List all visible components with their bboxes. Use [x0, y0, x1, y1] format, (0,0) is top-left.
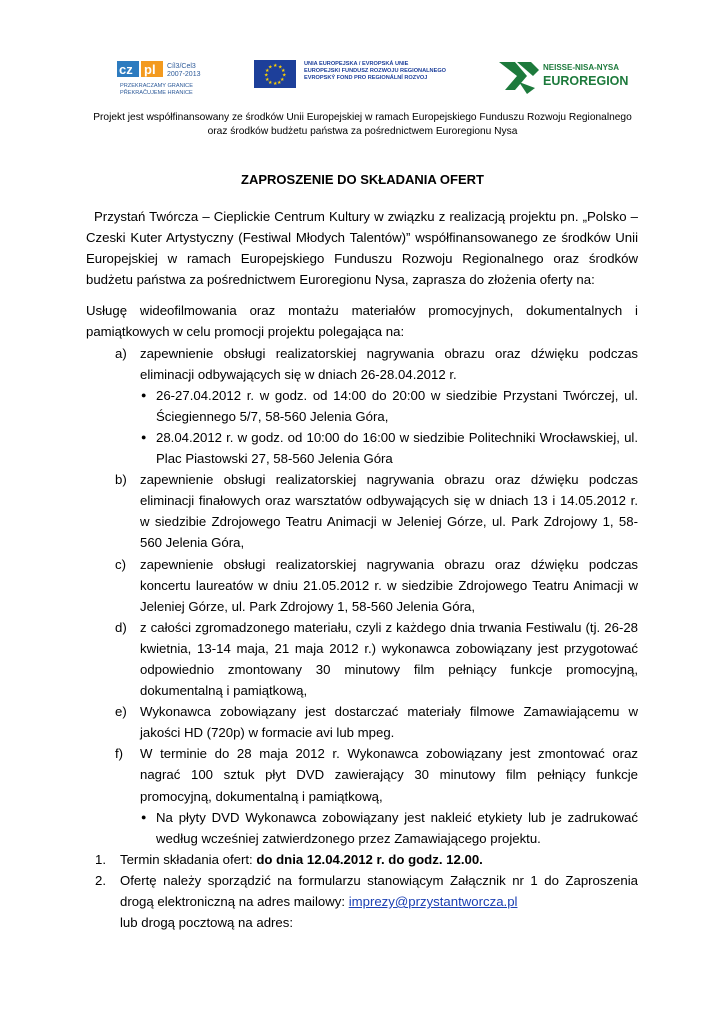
svg-text:★: ★	[265, 68, 270, 74]
cz-tagline-1: PRZEKRACZAMY GRANICE	[120, 83, 193, 89]
number-label: 2.	[95, 872, 106, 888]
eu-flag-icon	[254, 60, 296, 88]
bullet-icon: ●	[141, 811, 147, 822]
bullet-text: 26-27.04.2012 r. w godz. od 14:00 do 20:00 w siedzibie Przystani Twórczej, ul. Ściegiennego 5/7, 58-560 Jelenia Góra,	[156, 387, 638, 424]
eu-line-3: EVROPSKÝ FOND PRO REGIONÁLNÍ ROZVOJ	[304, 74, 428, 81]
svg-text:★: ★	[273, 63, 278, 69]
eu-text	[304, 61, 446, 81]
svg-text:★: ★	[281, 68, 286, 74]
bullet-text: Na płyty DVD Wykonawca zobowiązany jest nakleić etykiety lub je zadrukować według wcześniej zatwierdzonego przez Zamawiającego projektu.	[156, 809, 638, 846]
svg-text:★: ★	[280, 77, 285, 83]
cz-right-2: 2007-2013	[167, 71, 201, 78]
list-item-d	[86, 617, 638, 701]
item-text: zapewnienie obsługi realizatorskiej nagrywania obrazu oraz dźwięku podczas eliminacji odbywających się w dniach 26-28.04.2012 r.	[140, 345, 638, 382]
list-item-e	[86, 701, 638, 743]
funding-note	[0, 111, 725, 139]
deadline-date: do dnia 12.04.2012 r. do godz. 12.00.	[256, 851, 483, 867]
funding-line-2: oraz środków budżetu państwa za pośrednictwem Euroregionu Nysa	[207, 126, 518, 137]
cz-right-1: Cíl3/Cel3	[167, 63, 196, 70]
logo-bar	[0, 52, 725, 104]
svg-text:★: ★	[264, 72, 269, 79]
bullet-icon: ●	[141, 431, 147, 442]
bullet-text: 28.04.2012 r. w godz. od 10:00 do 16:00 w siedzibie Politechniki Wrocławskiej, ul. Plac Piastowski 27, 58-560 Jelenia Góra	[156, 429, 638, 467]
item-text: W terminie do 28 maja 2012 r. Wykonawca zobowiązany jest zmontować oraz nagrać 100 sztuk płyt DVD zawierający 30 minutowy film pełniący funkcje promocyjną, dokumentalną i pamiątkową,	[140, 746, 638, 804]
svg-text:★: ★	[273, 81, 278, 87]
page-title: ZAPROSZENIE DO SKŁADANIA OFERT	[241, 172, 484, 187]
euroregion-logo	[497, 58, 657, 98]
eu-logo	[254, 60, 469, 90]
funding-line-1: Projekt jest współfinansowany ze środków Unii Europejskiej w ramach Europejskiego Funduszu Rozwoju Regionalnego	[93, 112, 632, 123]
nnn-bottom: EUROREGION	[543, 74, 629, 88]
cz-letters: cz	[119, 62, 133, 77]
pl-letters: pl	[144, 62, 156, 77]
numbered-item-2	[86, 870, 638, 933]
list-item-c	[86, 554, 638, 617]
bullet-item	[86, 427, 638, 469]
eu-line-2: EUROPEJSKI FUNDUSZ ROZWOJU REGIONALNEGO	[304, 67, 447, 74]
bullet-item	[86, 807, 638, 849]
service-paragraph: Usługę wideofilmowania oraz montażu materiałów promocyjnych, dokumentalnych i pamiątkowych w celu promocji projektu polegająca na:	[86, 303, 638, 340]
eu-line-1: UNIA EUROPEJSKA / EVROPSKÁ UNIE	[304, 61, 409, 67]
svg-text:★: ★	[278, 64, 283, 71]
bullet-icon: ●	[141, 389, 147, 400]
submission-text: Ofertę należy sporządzić na formularzu stanowiącym Załącznik nr 1 do Zaproszenia drogą elektroniczną na adres mailowy:	[120, 872, 638, 909]
document-body	[86, 206, 638, 933]
deadline-text: Termin składania ofert:	[120, 851, 257, 867]
item-text: Wykonawca zobowiązany jest dostarczać materiały filmowe Zamawiającemu w jakości HD (720p) w formacie avi lub mpeg.	[140, 704, 638, 741]
nnn-top: NEISSE-NISA-NYSA	[543, 63, 620, 72]
item-text: zapewnienie obsługi realizatorskiej nagrywania obrazu oraz dźwięku podczas koncertu laureatów w dniu 21.05.2012 r. w siedzibie Zdrojowego Teatru Animacji w Jeleniej Górze, ul. Park Zdrojowy 1, 58-560 Jelenia Góra,	[140, 556, 638, 614]
list-item-f	[86, 743, 638, 806]
list-item-b	[86, 469, 638, 553]
cz-tagline-2: PŘEKRAČUJEME HRANICE	[120, 90, 193, 96]
euroregion-logo-graphic	[497, 58, 657, 98]
item-label: b)	[115, 472, 127, 488]
svg-text:★: ★	[268, 80, 273, 86]
item-label: f)	[115, 746, 124, 762]
email-link[interactable]: imprezy@przystantworcza.pl	[348, 894, 518, 909]
svg-text:★: ★	[265, 77, 270, 83]
item-text: z całości zgromadzonego materiału, czyli z każdego dnia trwania Festiwalu (tj. 26-28 kwietnia, 13-14 maja, 21 maja 2012 r.) wykonawca zobowiązany jest przygotować odpowiednio zmontowany 30 minutowy film pełniący funkcje promocyjną, dokumentalną i pamiątkową,	[140, 619, 638, 699]
svg-text:★: ★	[268, 64, 273, 71]
intro-paragraph: Przystań Twórcza – Cieplickie Centrum Kultury w związku z realizacją projektu pn. „Polsko – Czeski Kuter Artystyczny (Festiwal Młodych Talentów)” współfinansowanego ze środków Unii Europejskiej w ramach Europejskiego Funduszu Rozwoju Regionalnego oraz środków budżetu państwa za pośrednictwem Euroregionu Nysa, zaprasza do złożenia oferty na:	[86, 209, 638, 288]
list-item-a	[86, 343, 638, 385]
item-label: d)	[115, 619, 127, 635]
number-label: 1.	[95, 851, 106, 867]
svg-text:★: ★	[282, 72, 287, 79]
submission-after: lub drogą pocztową na adres:	[120, 915, 294, 931]
cz-pl-logo-graphic	[117, 59, 217, 101]
item-label: c)	[115, 556, 126, 572]
item-text: zapewnienie obsługi realizatorskiej nagrywania obrazu oraz dźwięku podczas eliminacji finałowych oraz warsztatów odbywających się w dniach 13 i 14.05.2012 r. w siedzibie Zdrojowego Teatru Animacji w Jeleniej Górze, ul. Park Zdrojowy 1, 58-560 Jelenia Góra,	[140, 472, 638, 551]
svg-text:★: ★	[277, 80, 282, 86]
numbered-item-1	[86, 849, 638, 870]
cz-pl-logo	[117, 59, 217, 101]
item-label: a)	[115, 345, 127, 361]
item-label: e)	[115, 704, 127, 720]
bullet-item	[86, 385, 638, 427]
